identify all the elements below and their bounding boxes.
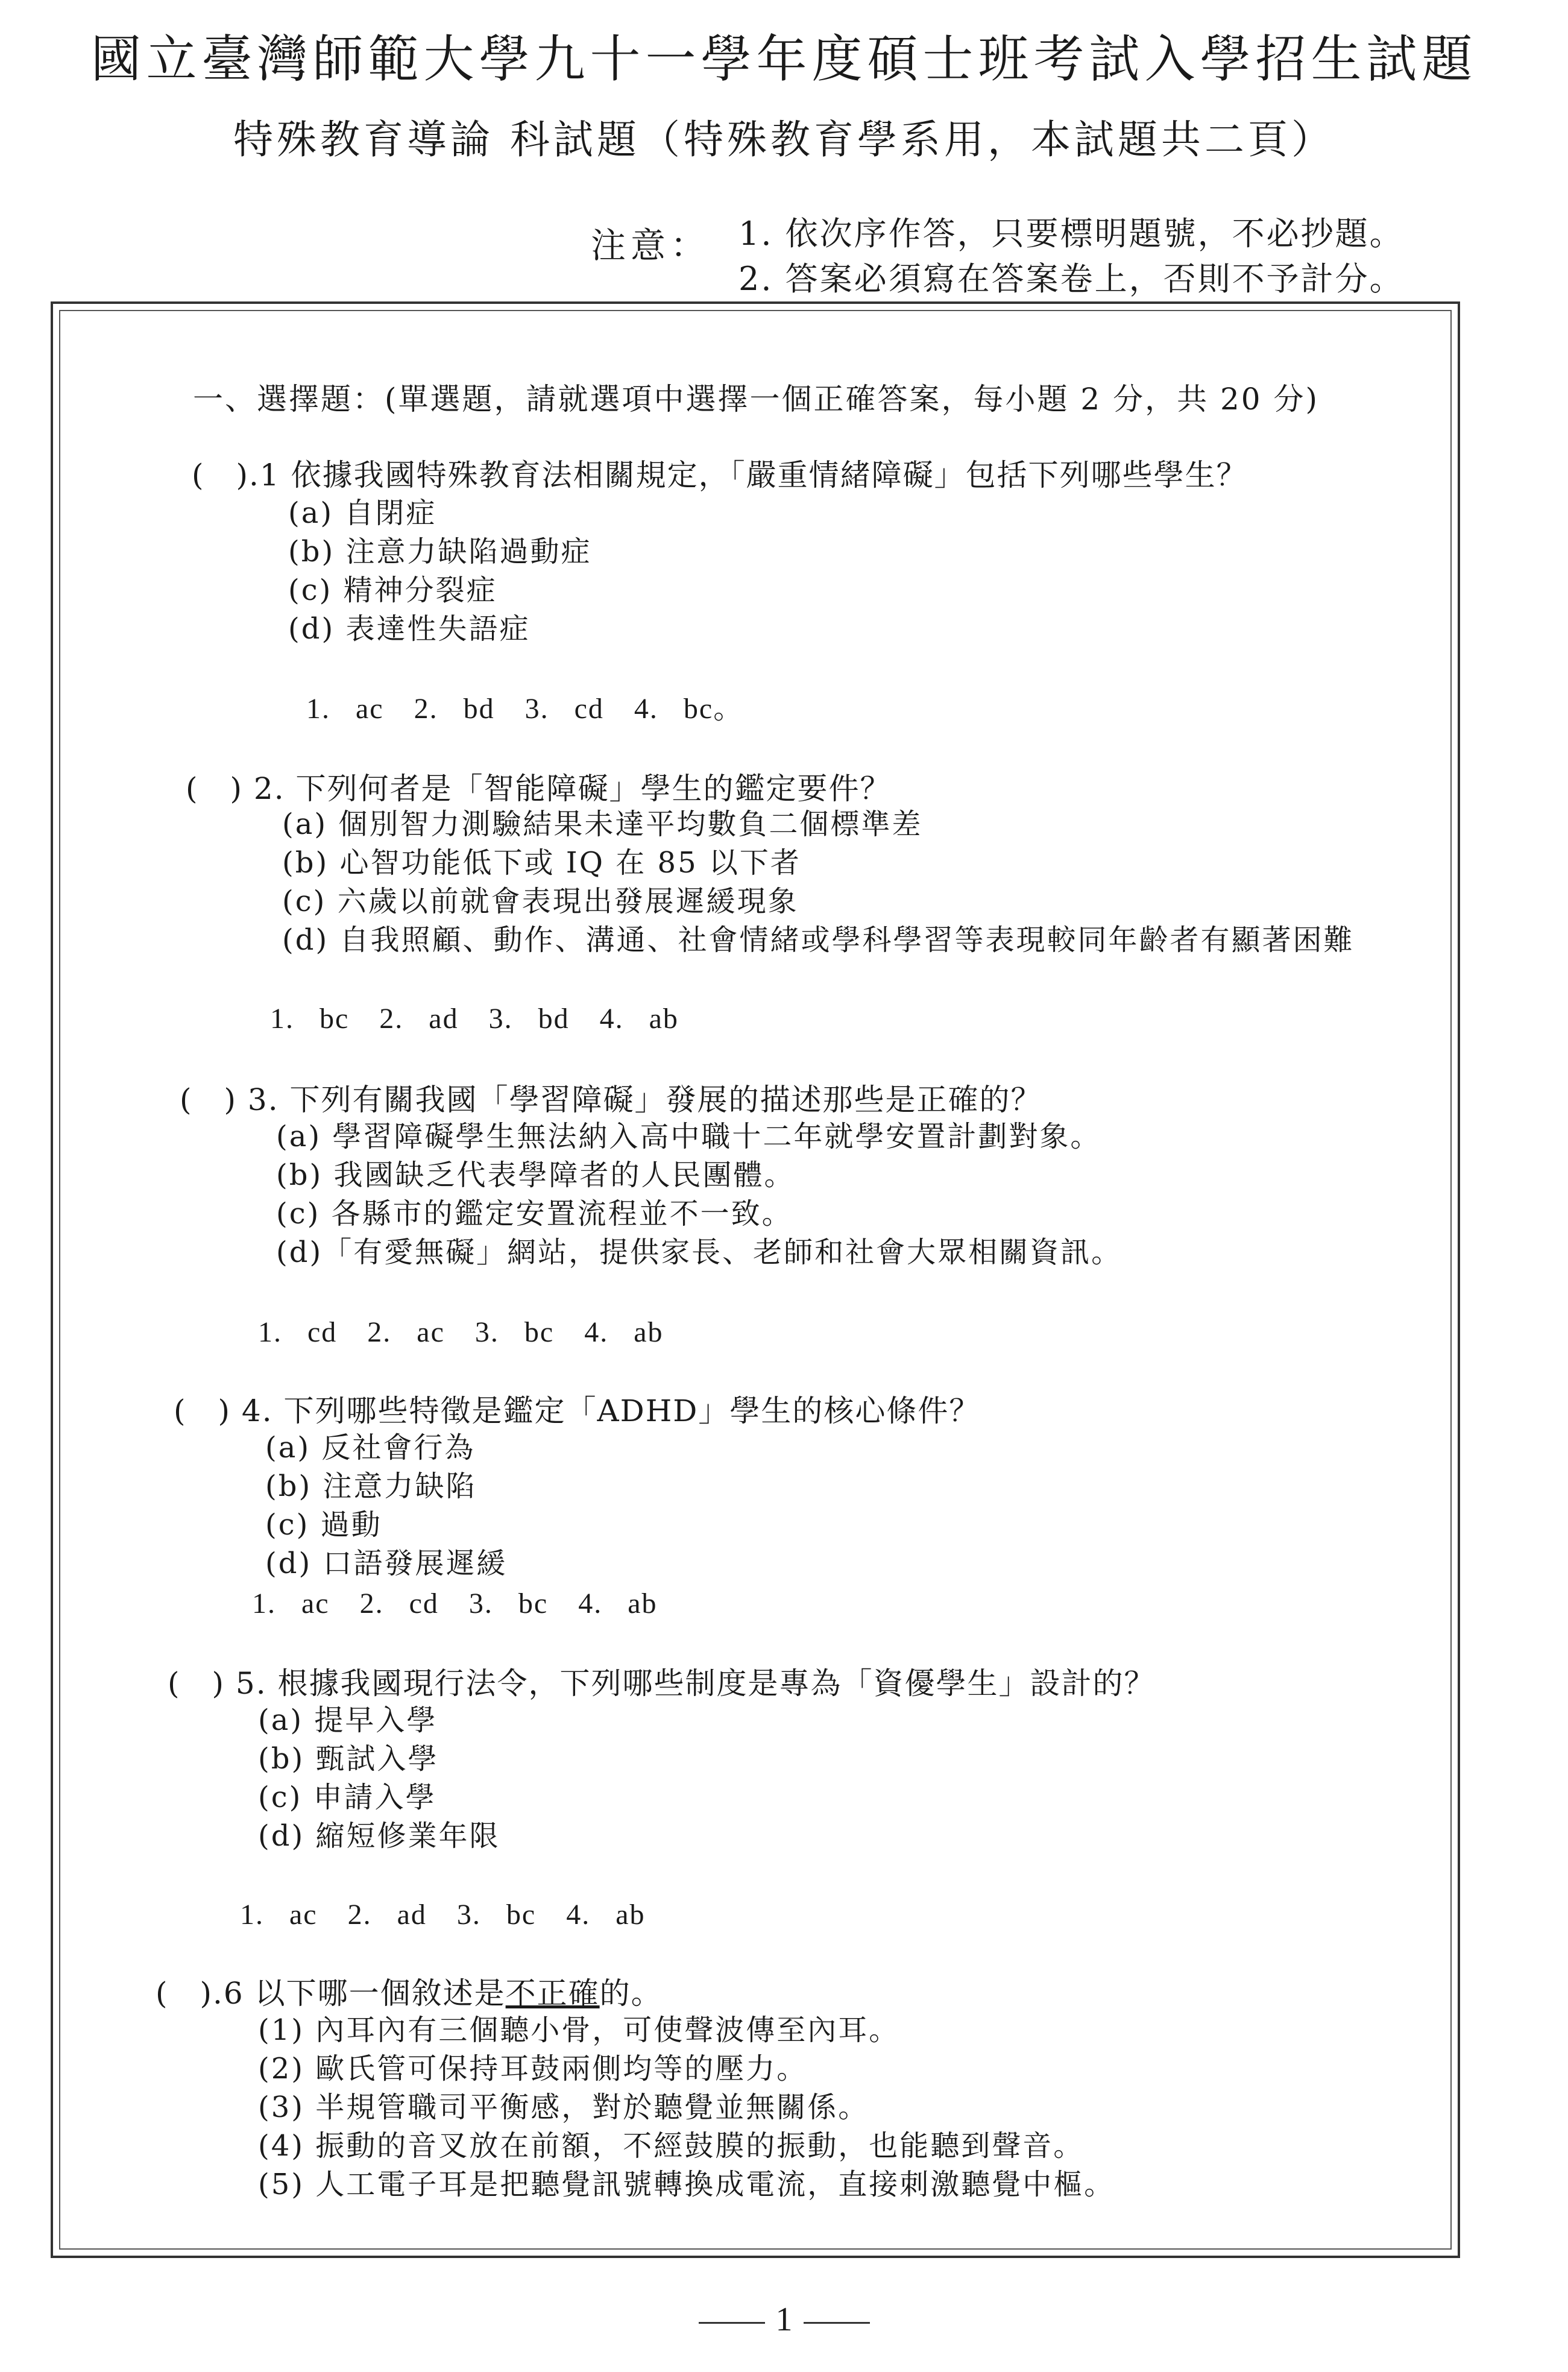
question-1-answers: 1. ac 2. bd 3. cd 4. bc。 [306,693,744,725]
exam-title: 國立臺灣師範大學九十一學年度碩士班考試入學招生試題 [90,30,1478,89]
question-2-stem: ( ) 2. 下列何者是「智能障礙」學生的鑑定要件？ [186,771,892,806]
question-2-option-d: (d) 自我照顧、動作、溝通、社會情緒或學科學習等表現較同年齡者有顯著困難 [282,923,1355,957]
question-3-stem: ( ) 3. 下列有關我國「學習障礙」發展的描述那些是正確的？ [180,1082,1042,1117]
question-6-option-4: (4) 振動的音叉放在前額，不經鼓膜的振動，也能聽到聲音。 [258,2129,1085,2163]
question-4-stem: ( ) 4. 下列哪些特徵是鑑定「ADHD」學生的核心條件？ [174,1393,981,1428]
question-1-option-d: (d) 表達性失語症 [288,612,531,646]
question-3-answers: 1. cd 2. ac 3. bc 4. ab [258,1316,664,1348]
question-5-option-b: (b) 甄試入學 [258,1742,439,1776]
question-5-option-c: (c) 申請入學 [258,1781,436,1814]
question-3-option-b: (b) 我國缺乏代表學障者的人民團體。 [276,1158,795,1192]
question-2-option-b: (b) 心智功能低下或 IQ 在 85 以下者 [282,846,801,880]
question-1-stem: ( ).1 依據我國特殊教育法相關規定，「嚴重情緒障礙」包括下列哪些學生？ [192,458,1248,493]
notice-item-1: 1. 依次序作答，只要標明題號，不必抄題。 [738,215,1404,253]
question-6-stem-underlined: 不正確 [505,1976,600,2011]
question-4-option-d: (d) 口語發展遲緩 [265,1547,508,1580]
question-3-option-a: (a) 學習障礙學生無法納入高中職十二年就學安置計劃對象。 [276,1120,1101,1153]
question-6-option-5: (5) 人工電子耳是把聽覺訊號轉換成電流，直接刺激聽覺中樞。 [258,2168,1115,2201]
question-5-option-d: (d) 縮短修業年限 [258,1819,500,1853]
notice-label: 注意： [591,225,711,266]
question-6-stem-prefix: ( ).6 以下哪一個敘述是 [156,1976,506,2011]
question-5-answers: 1. ac 2. ad 3. bc 4. ab [240,1899,646,1931]
question-2-option-a: (a) 個別智力測驗結果未達平均數負二個標準差 [282,807,923,841]
question-5-stem: ( ) 5. 根據我國現行法令，下列哪些制度是專為「資優學生」設計的？ [168,1666,1156,1701]
notice-item-2: 2. 答案必須寫在答案卷上，否則不予計分。 [738,260,1404,298]
page-number [0,2300,1568,2339]
question-6-stem-suffix: 的。 [599,1976,663,2011]
section-title: 一、選擇題：(單選題，請就選項中選擇一個正確答案，每小題 2 分，共 20 分) [193,382,1320,417]
question-6-option-2: (2) 歐氏管可保持耳鼓兩側均等的壓力。 [258,2052,808,2086]
question-5-option-a: (a) 提早入學 [258,1703,438,1737]
question-4-option-a: (a) 反社會行為 [265,1431,476,1465]
question-4-option-c: (c) 過動 [265,1508,382,1542]
question-4-option-b: (b) 注意力缺陷 [265,1469,477,1503]
question-1-option-b: (b) 注意力缺陷過動症 [288,535,592,569]
page-number-dash-right [804,2322,870,2324]
question-4-answers: 1. ac 2. cd 3. bc 4. ab [252,1588,658,1620]
page-number-dash-left [699,2322,765,2324]
question-6-option-1: (1) 內耳內有三個聽小骨，可使聲波傳至內耳。 [258,2013,900,2047]
question-2-answers: 1. bc 2. ad 3. bd 4. ab [270,1003,679,1035]
question-1-option-c: (c) 精神分裂症 [288,573,497,607]
question-1-option-a: (a) 自閉症 [288,496,437,530]
question-6-option-3: (3) 半規管職司平衡感，對於聽覺並無關係。 [258,2090,869,2124]
question-3-option-d: (d)「有愛無礙」網站，提供家長、老師和社會大眾相關資訊。 [276,1235,1122,1269]
exam-subtitle: 特殊教育導論 科試題（特殊教育學系用，本試題共二頁） [233,116,1335,163]
question-frame-inner [59,310,1452,2250]
question-2-option-c: (c) 六歲以前就會表現出發展遲緩現象 [282,885,799,918]
question-3-option-c: (c) 各縣市的鑑定安置流程並不一致。 [276,1197,793,1231]
page-number-value: 1 [775,2301,793,2338]
